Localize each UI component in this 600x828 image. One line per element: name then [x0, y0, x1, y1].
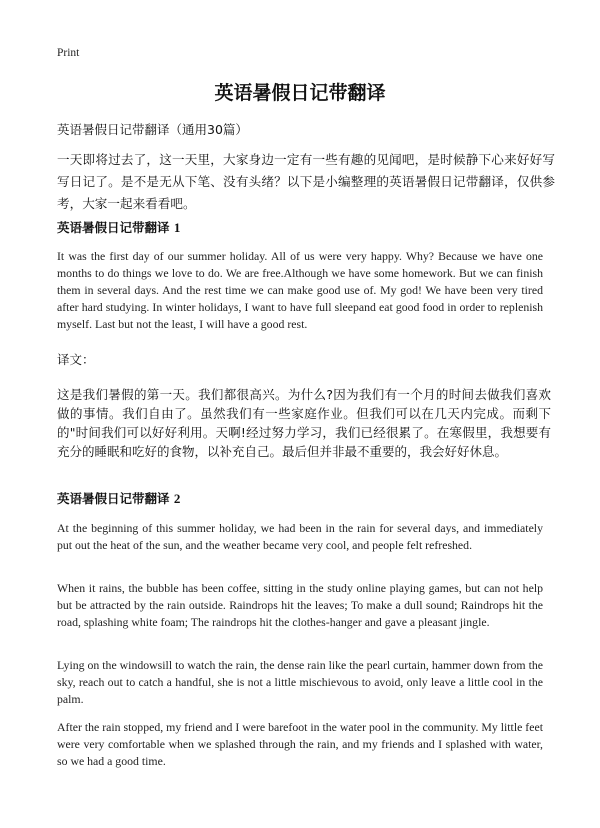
page-title: 英语暑假日记带翻译	[214, 82, 386, 104]
section-1-chinese-paragraph: 这是我们暑假的第一天。我们都很高兴。为什么?因为我们有一个月的时间去做我们喜欢做的事情。我们自由了。虽然我们有一些家庭作业。但我们可以在几天内完成。而剩下的"时间我们可以好好利用。天啊!经过努力学习，我们已经很累了。在寒假里，我想要有充分的睡眠和吃好的食物，以补充自己。最后但并非最不重要的，我会好好休息。	[57, 387, 551, 459]
section-2-paragraph-2: When it rains, the bubble has been coffee, sitting in the study online playing games, but can not help but be attracted by the rain outside. Raindrops hit the leaves; To make a dull sound; Raindrops hit the road, splashing white foam; The raindrops hit the clothes-hanger and gave a pleasant jingle.	[57, 581, 543, 629]
section-1-heading	[57, 218, 180, 236]
section-2-heading-text: 英语暑假日记带翻译	[57, 491, 170, 506]
section-1-english-paragraph: It was the first day of our summer holiday. All of us were very happy. Why? Because we have one months to do things we love to do. We are free.Although we have some homework. But we can finish them in several days. And the rest time we can make good use of. My god! We have been very tired after hard studying. In winter holidays, I want to have full sleepand eat good food in order to replenish myself. Last but not the least, I will have a good rest.	[57, 249, 543, 331]
intro-paragraph: 一天即将过去了，这一天里，大家身边一定有一些有趣的见闻吧，是时候静下心来好好写写日记了。是不是无从下笔、没有头绪？以下是小编整理的英语暑假日记带翻译，仅供参考，大家一起来看看吧。	[57, 152, 555, 211]
section-2-paragraph-4: After the rain stopped, my friend and I were barefoot in the water pool in the community. My little feet were very comfortable when we splashed through the rain, and my friends and I splashed with water, so we had a good time.	[57, 720, 543, 768]
section-1-heading-text: 英语暑假日记带翻译	[57, 220, 170, 235]
translation-label: 译文：	[57, 352, 95, 367]
document-subtitle: 英语暑假日记带翻译（通用30篇）	[57, 122, 248, 137]
section-2-paragraph-1: At the beginning of this summer holiday, we had been in the rain for several days, and immediately put out the heat of the sun, and the weather became very cool, and people felt refreshed.	[57, 521, 543, 552]
section-2-number: 2	[173, 491, 181, 506]
section-1-number: 1	[173, 220, 181, 235]
section-2-paragraph-3: Lying on the windowsill to watch the rain, the dense rain like the pearl curtain, hammer down from the sky, reach out to catch a handful, she is not a little mischievous to avoid, only leave a little cool in the palm.	[57, 658, 543, 706]
section-2-heading	[57, 489, 180, 507]
print-link[interactable]: Print	[57, 47, 80, 59]
